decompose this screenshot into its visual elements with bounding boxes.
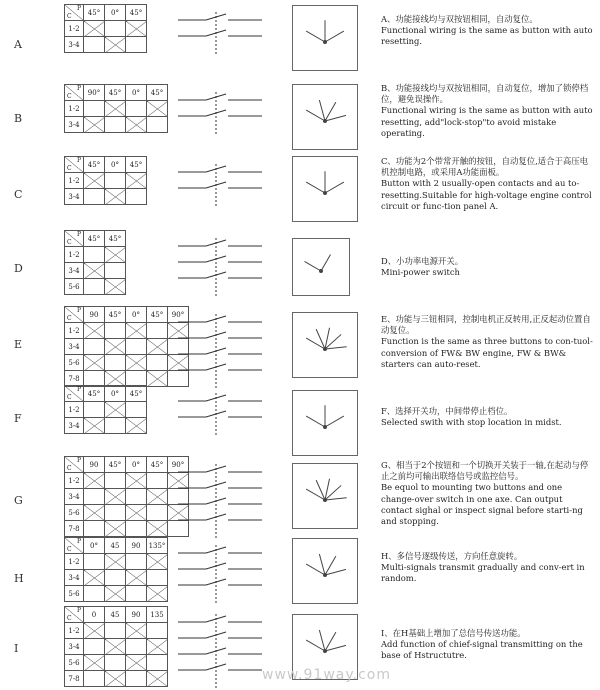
contact-table xyxy=(64,306,189,387)
dial-position-line xyxy=(305,261,321,271)
function-description xyxy=(381,314,593,370)
contact-closed-cell xyxy=(84,623,105,639)
contact-closed-cell xyxy=(105,586,126,602)
contact-pair-label: 3-4 xyxy=(65,37,84,53)
contact-table xyxy=(64,4,147,53)
contact-table xyxy=(64,606,168,687)
contact-closed-cell xyxy=(147,554,168,570)
contact-pair-label: 1-2 xyxy=(65,402,84,418)
contact-pair-label: 5-6 xyxy=(65,655,84,671)
contact-closed-cell xyxy=(147,339,168,355)
contact-closed-cell xyxy=(147,671,168,687)
contact-closed-cell xyxy=(105,189,126,205)
angle-header: 135 xyxy=(147,607,168,623)
contact-open-cell xyxy=(84,189,105,205)
contact-open-cell xyxy=(147,623,168,639)
contact-closed-cell xyxy=(84,323,105,339)
contact-label: C xyxy=(67,546,72,553)
contact-table xyxy=(64,156,147,205)
description-chinese: D、小功率电源开关。 xyxy=(381,256,464,266)
contact-pair-label: 1-2 xyxy=(65,323,84,339)
description-chinese: G、相当于2个按钮和一个切换开关装于一轴,在起动与停止之前均可输出联络信号或监控信号。 xyxy=(381,460,589,482)
contact-closed-cell xyxy=(126,505,147,521)
contact-closed-cell xyxy=(84,117,105,133)
angle-header: 45 xyxy=(105,607,126,623)
wiring-schematic xyxy=(176,612,266,690)
dial-hub xyxy=(323,573,327,577)
contact-open-cell xyxy=(147,355,168,371)
angle-header: 45° xyxy=(126,386,147,402)
contact-open-cell xyxy=(147,505,168,521)
contact-closed-cell xyxy=(126,21,147,37)
contact-table xyxy=(64,537,168,602)
contact-open-cell xyxy=(126,521,147,537)
wiring-schematic xyxy=(176,10,266,56)
contact-open-cell xyxy=(105,623,126,639)
description-english: Functional wiring is the same as button with auto resetting, add"lock-stop"to avoid mistake operating. xyxy=(381,105,593,138)
dial-position-line xyxy=(325,347,347,349)
dial-hub xyxy=(319,269,323,273)
contact-pair-label: 1-2 xyxy=(65,623,84,639)
contact-pair-label: 1-2 xyxy=(65,247,84,263)
position-label: P xyxy=(76,231,81,238)
position-dial xyxy=(292,238,350,296)
contact-pair-label: 1-2 xyxy=(65,473,84,489)
angle-header: 0° xyxy=(105,386,126,402)
dial-position-line xyxy=(325,416,344,427)
function-letter: E xyxy=(14,338,23,351)
wiring-schematic xyxy=(176,543,266,605)
description-english: Multi-signals transmit gradually and conv-ert in random. xyxy=(381,562,585,584)
description-chinese: F、选择开关功，中间带停止档位。 xyxy=(381,406,513,416)
contact-open-cell xyxy=(105,263,126,279)
contact-open-cell xyxy=(126,402,147,418)
contact-closed-cell xyxy=(105,279,126,295)
function-description xyxy=(381,156,593,212)
contact-open-cell xyxy=(147,473,168,489)
contact-pair-label: 3-4 xyxy=(65,570,84,586)
table-corner-cell xyxy=(65,457,84,473)
description-english: Mini-power switch xyxy=(381,267,460,278)
contact-closed-cell xyxy=(105,37,126,53)
angle-header: 90 xyxy=(126,607,147,623)
contact-closed-cell xyxy=(84,21,105,37)
table-corner-cell xyxy=(65,157,84,173)
contact-open-cell xyxy=(84,101,105,117)
contact-closed-cell xyxy=(105,489,126,505)
description-english: Button with 2 usually-open contacts and au to-resetting.Suitable for high-voltage engine control circuit or func-tion panel A. xyxy=(381,178,592,211)
angle-header: 90 xyxy=(84,457,105,473)
contact-pair-label: 5-6 xyxy=(65,355,84,371)
angle-header: 90 xyxy=(126,538,147,554)
contact-closed-cell xyxy=(126,323,147,339)
contact-pair-label: 3-4 xyxy=(65,339,84,355)
contact-table xyxy=(64,230,126,295)
angle-header: 45° xyxy=(105,307,126,323)
contact-closed-cell xyxy=(105,521,126,537)
dial-position-line xyxy=(325,182,344,193)
function-description xyxy=(381,14,593,48)
contact-open-cell xyxy=(105,655,126,671)
position-dial xyxy=(292,312,358,378)
contact-open-cell xyxy=(84,279,105,295)
contact-pair-label: 5-6 xyxy=(65,279,84,295)
dial-position-line xyxy=(321,255,331,271)
contact-closed-cell xyxy=(84,263,105,279)
function-letter: C xyxy=(14,188,23,201)
contact-label: C xyxy=(67,315,72,322)
angle-header: 45° xyxy=(105,85,126,101)
contact-table xyxy=(64,84,168,133)
contact-open-cell xyxy=(126,339,147,355)
contact-open-cell xyxy=(84,671,105,687)
description-english: Function is the same as three buttons to con-tuol-conversion of FW& BW engine, FW & BW& starters can auto-reset. xyxy=(381,336,593,369)
angle-header: 45 xyxy=(105,538,126,554)
position-dial xyxy=(292,538,358,604)
function-description xyxy=(381,628,593,662)
angle-header: 45° xyxy=(84,386,105,402)
position-label: P xyxy=(76,307,81,314)
contact-open-cell xyxy=(147,323,168,339)
contact-closed-cell xyxy=(147,521,168,537)
dial-position-line xyxy=(306,31,325,42)
position-dial xyxy=(292,84,358,150)
contact-closed-cell xyxy=(84,505,105,521)
contact-open-cell xyxy=(84,639,105,655)
description-chinese: I、在H基础上增加了总信号传送功能。 xyxy=(381,628,526,638)
table-corner-cell xyxy=(65,85,84,101)
contact-open-cell xyxy=(126,101,147,117)
contact-open-cell xyxy=(126,554,147,570)
dial-hub xyxy=(323,498,327,502)
description-chinese: A、功能接线均与双按钮相同，自动复位。 xyxy=(381,14,538,24)
table-corner-cell xyxy=(65,5,84,21)
contact-open-cell xyxy=(105,418,126,434)
contact-open-cell xyxy=(105,505,126,521)
angle-header: 45° xyxy=(147,457,168,473)
contact-open-cell xyxy=(105,570,126,586)
contact-open-cell xyxy=(126,671,147,687)
description-english: Add function of chief-signal transmitting on the base of Hstructutre. xyxy=(381,639,583,661)
wiring-schematic xyxy=(176,391,266,437)
function-description xyxy=(381,83,593,139)
contact-open-cell xyxy=(105,117,126,133)
wiring-schematic xyxy=(176,236,266,298)
function-description xyxy=(381,406,593,428)
function-letter: G xyxy=(14,494,23,507)
position-dial xyxy=(292,463,358,529)
contact-table xyxy=(64,385,147,434)
contact-closed-cell xyxy=(126,117,147,133)
contact-open-cell xyxy=(105,355,126,371)
function-letter: H xyxy=(14,572,24,585)
position-label: P xyxy=(76,85,81,92)
dial-hub xyxy=(323,347,327,351)
dial-hub xyxy=(323,425,327,429)
contact-closed-cell xyxy=(147,639,168,655)
position-label: P xyxy=(76,5,81,12)
contact-closed-cell xyxy=(84,655,105,671)
dial-position-line xyxy=(306,182,325,193)
contact-open-cell xyxy=(105,473,126,489)
contact-closed-cell xyxy=(126,623,147,639)
function-letter: I xyxy=(14,642,19,655)
dial-position-line xyxy=(306,416,325,427)
watermark-text: www.91way.com xyxy=(262,667,391,683)
contact-closed-cell xyxy=(105,402,126,418)
position-dial xyxy=(292,390,358,456)
position-dial xyxy=(292,5,358,71)
angle-header: 90 xyxy=(84,307,105,323)
angle-header: 90° xyxy=(84,85,105,101)
wiring-schematic xyxy=(176,162,266,208)
angle-header: 45° xyxy=(147,307,168,323)
angle-header: 45° xyxy=(147,85,168,101)
angle-header: 45° xyxy=(84,157,105,173)
description-chinese: B、功能接线均与双按钮相同，自动复位，增加了锁停档位，避免误操作。 xyxy=(381,83,589,105)
contact-label: C xyxy=(67,13,72,20)
description-chinese: C、功能为2个带常开触的按钮，自动复位,适合于高压电机控制电路，或采用A功能面板。 xyxy=(381,156,589,178)
contact-open-cell xyxy=(84,489,105,505)
contact-open-cell xyxy=(84,521,105,537)
table-corner-cell xyxy=(65,386,84,402)
contact-open-cell xyxy=(126,489,147,505)
angle-header: 0° xyxy=(126,85,147,101)
contact-label: C xyxy=(67,615,72,622)
dial-position-line xyxy=(325,498,347,500)
contact-closed-cell xyxy=(105,554,126,570)
contact-pair-label: 1-2 xyxy=(65,554,84,570)
contact-closed-cell xyxy=(126,173,147,189)
contact-label: C xyxy=(67,93,72,100)
contact-open-cell xyxy=(84,402,105,418)
angle-header: 0° xyxy=(105,5,126,21)
contact-closed-cell xyxy=(126,418,147,434)
contact-pair-label: 7-8 xyxy=(65,371,84,387)
contact-closed-cell xyxy=(84,355,105,371)
function-letter: B xyxy=(14,112,23,125)
dial-hub xyxy=(323,40,327,44)
contact-closed-cell xyxy=(147,586,168,602)
table-corner-cell xyxy=(65,231,84,247)
contact-label: C xyxy=(67,465,72,472)
position-label: P xyxy=(76,607,81,614)
angle-header: 0° xyxy=(126,457,147,473)
contact-pair-label: 3-4 xyxy=(65,639,84,655)
contact-pair-label: 7-8 xyxy=(65,521,84,537)
angle-header: 45° xyxy=(126,157,147,173)
angle-header: 45° xyxy=(84,5,105,21)
contact-closed-cell xyxy=(147,489,168,505)
contact-pair-label: 3-4 xyxy=(65,189,84,205)
function-description xyxy=(381,256,593,278)
position-label: P xyxy=(76,538,81,545)
table-corner-cell xyxy=(65,607,84,623)
contact-open-cell xyxy=(84,339,105,355)
contact-open-cell xyxy=(105,173,126,189)
contact-closed-cell xyxy=(126,570,147,586)
contact-open-cell xyxy=(84,247,105,263)
contact-closed-cell xyxy=(84,418,105,434)
contact-closed-cell xyxy=(105,639,126,655)
dial-hub xyxy=(323,649,327,653)
angle-header: 45° xyxy=(84,231,105,247)
position-label: P xyxy=(76,386,81,393)
position-dial xyxy=(292,156,358,222)
contact-open-cell xyxy=(147,655,168,671)
contact-closed-cell xyxy=(105,101,126,117)
contact-closed-cell xyxy=(147,101,168,117)
contact-table xyxy=(64,456,189,537)
contact-open-cell xyxy=(147,570,168,586)
contact-closed-cell xyxy=(126,655,147,671)
contact-open-cell xyxy=(84,37,105,53)
contact-closed-cell xyxy=(126,473,147,489)
position-label: P xyxy=(76,157,81,164)
function-letter: F xyxy=(14,412,22,425)
contact-closed-cell xyxy=(84,570,105,586)
contact-closed-cell xyxy=(105,671,126,687)
angle-header: 45° xyxy=(126,5,147,21)
contact-pair-label: 3-4 xyxy=(65,263,84,279)
table-corner-cell xyxy=(65,538,84,554)
contact-pair-label: 5-6 xyxy=(65,586,84,602)
contact-pair-label: 1-2 xyxy=(65,173,84,189)
contact-closed-cell xyxy=(84,173,105,189)
contact-pair-label: 3-4 xyxy=(65,117,84,133)
contact-pair-label: 3-4 xyxy=(65,418,84,434)
contact-open-cell xyxy=(84,554,105,570)
function-letter: D xyxy=(14,262,23,275)
function-description xyxy=(381,460,593,527)
contact-pair-label: 1-2 xyxy=(65,21,84,37)
contact-pair-label: 5-6 xyxy=(65,505,84,521)
contact-open-cell xyxy=(84,586,105,602)
contact-open-cell xyxy=(126,37,147,53)
wiring-schematic xyxy=(176,312,266,390)
function-letter: A xyxy=(14,38,22,51)
description-english: Selected swith with stop location in midst. xyxy=(381,417,562,428)
angle-header: 0 xyxy=(84,607,105,623)
dial-hub xyxy=(323,119,327,123)
contact-label: C xyxy=(67,165,72,172)
contact-open-cell xyxy=(105,21,126,37)
contact-label: C xyxy=(67,394,72,401)
description-english: Be equol to mounting two buttons and one change-over switch in one axe. Can output contact sighal or inspect signal before starti-ng and stopping. xyxy=(381,482,583,527)
wiring-schematic xyxy=(176,462,266,540)
contact-closed-cell xyxy=(126,355,147,371)
position-label: P xyxy=(76,457,81,464)
angle-header: 135° xyxy=(147,538,168,554)
description-chinese: H、多信号逐级传送，方向任意旋转。 xyxy=(381,551,523,561)
contact-pair-label: 7-8 xyxy=(65,671,84,687)
table-corner-cell xyxy=(65,307,84,323)
contact-open-cell xyxy=(126,189,147,205)
contact-closed-cell xyxy=(105,339,126,355)
function-description xyxy=(381,551,593,585)
angle-header: 90° xyxy=(168,307,189,323)
contact-open-cell xyxy=(126,639,147,655)
contact-open-cell xyxy=(147,117,168,133)
dial-hub xyxy=(323,191,327,195)
angle-header: 90° xyxy=(168,457,189,473)
angle-header: 0° xyxy=(84,538,105,554)
contact-closed-cell xyxy=(147,371,168,387)
description-chinese: E、功能与三钮相同，控制电机正反转用,正反起动位置自动复位。 xyxy=(381,314,591,336)
contact-pair-label: 3-4 xyxy=(65,489,84,505)
contact-closed-cell xyxy=(105,247,126,263)
contact-open-cell xyxy=(126,586,147,602)
angle-header: 45° xyxy=(105,457,126,473)
wiring-schematic xyxy=(176,90,266,136)
contact-label: C xyxy=(67,239,72,246)
angle-header: 45° xyxy=(105,231,126,247)
contact-closed-cell xyxy=(84,473,105,489)
contact-pair-label: 1-2 xyxy=(65,101,84,117)
angle-header: 0° xyxy=(126,307,147,323)
contact-open-cell xyxy=(105,323,126,339)
description-english: Functional wiring is the same as button with auto resetting. xyxy=(381,25,593,47)
angle-header: 0° xyxy=(105,157,126,173)
dial-position-line xyxy=(325,31,344,42)
